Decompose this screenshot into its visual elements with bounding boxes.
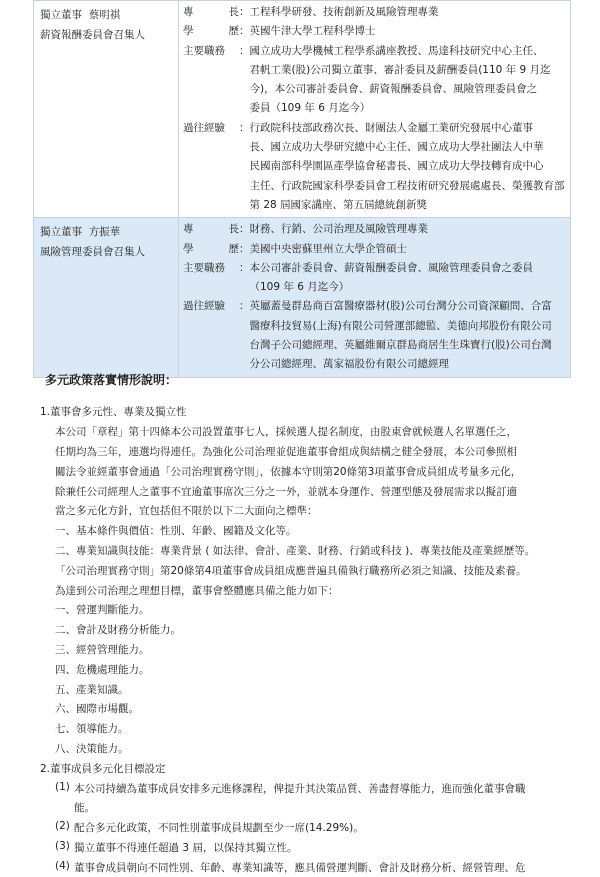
director-row [34, 218, 571, 377]
ability-item: 七、領導能力。 [55, 723, 129, 735]
field-line: 本公司審計委員會、薪資報酬委員會、風險管理委員會之委員 [249, 261, 533, 274]
field-label: 過往經驗 [183, 121, 225, 134]
ability-item: 四、危機處理能力。 [55, 664, 150, 676]
field-main-positions: 主要職務 ： 本公司審計委員會、薪資報酬委員會、風險管理委員會之委員 （109 年 6 月迄今） [183, 259, 570, 298]
ability-item: 八、決策能力。 [55, 743, 129, 755]
paragraph-line: 關法令並經董事會通過「公司治理實務守則」，依據本守則第20條第3項董事會成員組成考量多元化， [55, 466, 522, 478]
ability-item: 三、經營管理能力。 [55, 644, 150, 656]
field-label: 主要職務 [183, 44, 225, 57]
field-line: 財務、行銷、公司治理及風險管理專業 [249, 223, 428, 236]
paragraph-line: 本公司「章程」第十四條本公司設置董事七人，採候選人提名制度，由股東會就候選人名單選任之， [55, 426, 517, 438]
field-label: 過往經驗 [183, 300, 225, 313]
field-past-experience: 過往經驗 ： 英屬蓋曼群島商百富醫療器材(股)公司台灣分公司資深顧問、合富 醫療科技貿易(上海)有限公司營運部總監、美德向邦股份有限公司 台灣子公司總經理、英屬維爾京群島商居生生珠寶行(股)公司台灣 分公司總經理、萬家福股份有限公司總經理 [183, 297, 570, 374]
field-line: 工程科學研發、技術創新及風險管理專業 [249, 6, 439, 18]
field-line: 行政院科技部政務次長、財團法人金屬工業研究發展中心董事 [249, 121, 533, 134]
field-line: 今)，本公司審計委員會、薪資報酬委員會、風險管理委員會之 [249, 83, 538, 96]
field-line: 分公司總經理、萬家福股份有限公司總經理 [249, 358, 449, 371]
director-name-cell [34, 1, 179, 218]
ability-item: 二、會計及財務分析能力。 [55, 624, 181, 636]
criteria-item: 二、專業知識與技能：專業背景 ( 如法律、會計、產業、財務、行銷或科技 )、專業技能及產業經歷等。 [55, 545, 536, 557]
director-title: 獨立董事 [40, 226, 82, 239]
goal-line: 獨立董事不得連任超過 3 屆，以保持其獨立性。 [74, 842, 298, 854]
field-line: 君帆工業(股)公司獨立董事、審計委員及薪酬委員(110 年 9 月迄 [249, 63, 551, 76]
paragraph-line: 「公司治理實務守則」第20條第4項董事會成員組成應普遍具備執行職務所必須之知識、技能及素養。 [55, 565, 527, 577]
field-label: 主要職務 [183, 261, 225, 274]
policy-heading: 多元政策落實情形說明： [45, 373, 178, 387]
field-line: 長、國立成功大學研究總中心主任、國立成功大學社團法人中華 [249, 141, 544, 154]
field-past-experience: 過往經驗 ： 行政院科技部政務次長、財團法人金屬工業研究發展中心董事 長、國立成功大學研究總中心主任、國立成功大學社團法人中華 民國南部科學園區產學協會秘書長、國立成功大學技轉育成中心 主任、行政院國家科學委員會工程技術研究發展處處長、榮獲教育部 第 28 屆國家講座、第五屆總統創新獎 [183, 119, 570, 215]
criteria-item: 一、基本條件與價值：性別、年齡、國籍及文化等。 [55, 525, 297, 537]
field-line: 國立成功大學機械工程學系講座教授、馬達科技研究中心主任、 [249, 44, 544, 57]
field-education: 學 歷 ： 英國牛津大學工程科學博士 [183, 22, 570, 41]
ability-item: 五、產業知識。 [55, 684, 129, 696]
goal-number: (3) [55, 840, 70, 852]
field-line: 台灣子公司總經理、英屬維爾京群島商居生生珠寶行(股)公司台灣 [249, 339, 552, 352]
section-title: 2.董事成員多元化目標設定 [40, 763, 166, 775]
goal-line: 董事會成員朝向不同性別、年齡、專業知識等，應具備營運判斷、會計及財務分析、經營管理、危 [74, 862, 526, 874]
field-line: 美國中央密蘇里州立大學企管碩士 [249, 242, 407, 255]
director-row [34, 1, 571, 218]
paragraph-line: 任期均為三年，連選均得連任。為強化公司治理並促進董事會組成與結構之健全發展，本公司參照相 [55, 446, 517, 458]
ability-item: 六、國際市場觀。 [55, 703, 139, 715]
field-line: （109 年 6 月迄今） [249, 281, 350, 294]
paragraph-line: 為達到公司治理之理想目標，董事會整體應具備之能力如下： [55, 585, 339, 597]
goal-number: (4) [55, 860, 70, 872]
ability-item: 一、營運判斷能力。 [55, 604, 150, 616]
director-name: 蔡明祺 [88, 9, 121, 21]
director-name-cell [34, 218, 179, 377]
director-title: 獨立董事 [40, 9, 82, 21]
field-line: 民國南部科學園區產學協會秘書長、國立成功大學技轉育成中心 [249, 160, 544, 173]
director-role: 薪資報酬委員會召集人 [40, 29, 145, 41]
paragraph-line: 當之多元化方針，宜包括但不限於以下二大面向之標準： [55, 505, 318, 517]
field-line: 英國牛津大學工程科學博士 [249, 25, 376, 38]
field-line: 主任、行政院國家科學委員會工程技術研究發展處處長、榮獲教育部 [249, 179, 565, 192]
goal-number: (2) [55, 820, 70, 832]
director-role: 風險管理委員會召集人 [40, 246, 145, 259]
goal-number: (1) [55, 781, 70, 793]
director-info-cell [179, 1, 571, 218]
field-line: 委員（109 年 6 月迄今） [249, 102, 371, 115]
goal-line: 配合多元化政策，不同性別董事成員規劃至少一席(14.29%)。 [74, 822, 364, 834]
paragraph-line: 除兼任公司經理人之董事不宜逾董事席次三分之一外，並就本身運作、營運型態及發展需求以擬訂適 [55, 486, 517, 498]
field-line: 第 28 屆國家講座、第五屆總統創新獎 [249, 198, 428, 211]
goal-line: 本公司持續為董事成員安排多元進修課程，俾提升其決策品質、善盡督導能力，進而強化董事會職 [74, 783, 526, 795]
field-education: 學 歷 ： 美國中央密蘇里州立大學企管碩士 [183, 240, 570, 259]
director-table [33, 0, 571, 378]
goal-line: 能。 [74, 802, 95, 814]
field-main-positions: 主要職務 ： 國立成功大學機械工程學系講座教授、馬達科技研究中心主任、 君帆工業(股)公司獨立董事、審計委員及薪酬委員(110 年 9 月迄 今)，本公司審計委員會、薪資報酬委員會、風險管理委員會之 委員（109 年 6 月迄今） [183, 42, 570, 119]
field-line: 英屬蓋曼群島商百富醫療器材(股)公司台灣分公司資深顧問、合富 [249, 300, 552, 313]
director-info-cell [179, 218, 571, 377]
field-expertise: 專 長 ： 工程科學研發、技術創新及風險管理專業 [183, 3, 570, 22]
director-name: 方振華 [88, 226, 121, 239]
field-expertise: 專 長 ： 財務、行銷、公司治理及風險管理專業 [183, 220, 570, 239]
field-line: 醫療科技貿易(上海)有限公司營運部總監、美德向邦股份有限公司 [249, 319, 552, 332]
section-title: 1.董事會多元性、專業及獨立性 [40, 406, 187, 418]
